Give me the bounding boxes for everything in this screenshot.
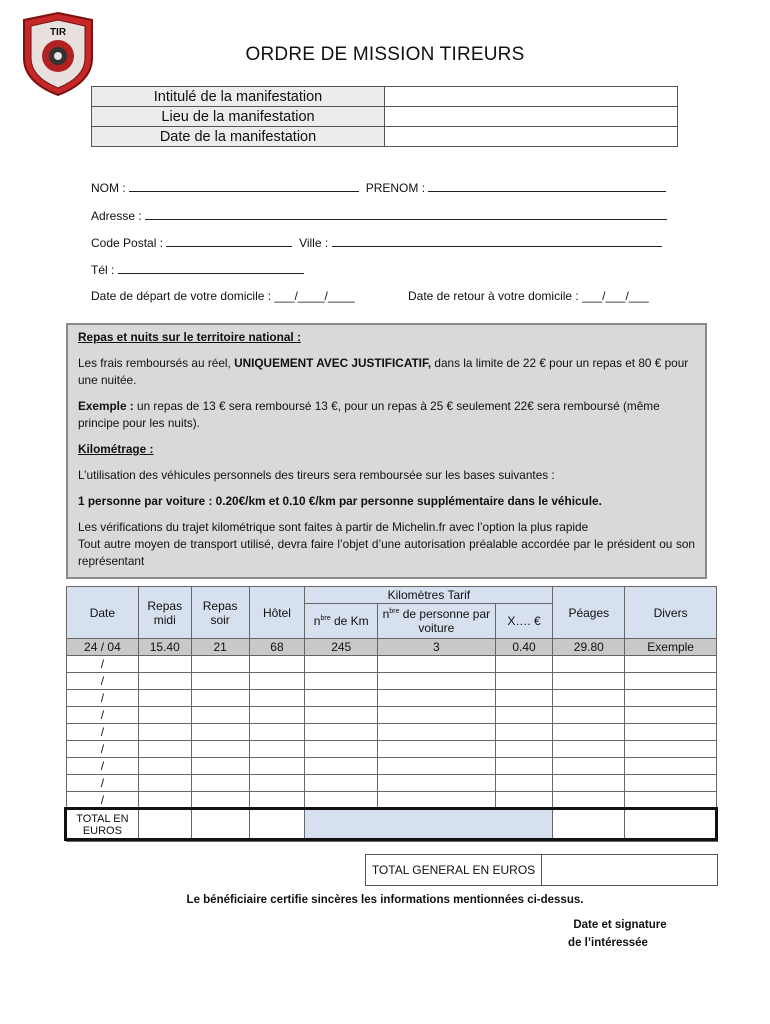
col-nbre-km: $n^{bre}$ de Km — [305, 604, 378, 639]
cp-ville-line — [91, 234, 662, 250]
expense-cell[interactable] — [191, 673, 249, 690]
expense-cell[interactable] — [138, 792, 191, 809]
expense-cell[interactable] — [378, 775, 496, 792]
code-postal-field[interactable] — [166, 234, 292, 247]
nom-prenom-line — [91, 179, 666, 195]
adresse-label: Adresse : — [91, 209, 142, 223]
expense-cell[interactable] — [625, 792, 717, 809]
expense-row — [67, 673, 718, 690]
meals-paragraph: Les frais remboursés au réel, UNIQUEMENT AVEC JUSTIFICATIF, dans la limite de 22 € pour un repas et 80 € pour une nuitée. — [78, 356, 689, 387]
adresse-line — [91, 207, 667, 223]
expense-date-cell[interactable]: / — [67, 758, 139, 775]
expense-cell[interactable] — [191, 656, 249, 673]
total-cell[interactable] — [249, 809, 305, 842]
expense-cell[interactable] — [495, 758, 553, 775]
expense-cell[interactable] — [625, 656, 717, 673]
expense-date-cell[interactable]: / — [67, 741, 139, 758]
expense-cell[interactable] — [378, 673, 496, 690]
col-peages: Péages — [553, 587, 625, 639]
example-cell: 68 — [249, 639, 305, 656]
expense-cell[interactable] — [305, 724, 378, 741]
example-cell: Exemple — [625, 639, 717, 656]
example-cell: 3 — [378, 639, 496, 656]
col-date: Date — [67, 587, 139, 639]
expense-cell[interactable] — [495, 775, 553, 792]
expense-row — [67, 656, 718, 673]
expense-cell[interactable] — [625, 707, 717, 724]
expense-cell[interactable] — [553, 707, 625, 724]
expense-cell[interactable] — [191, 741, 249, 758]
expense-cell[interactable] — [625, 724, 717, 741]
meals-heading: Repas et nuits sur le territoire national : — [78, 330, 301, 344]
expense-date-cell[interactable]: / — [67, 690, 139, 707]
expense-cell[interactable] — [378, 792, 496, 809]
signature-label: Date et signature — [573, 919, 667, 931]
expense-cell[interactable] — [553, 656, 625, 673]
ville-label: Ville : — [299, 236, 329, 250]
prenom-field[interactable] — [428, 179, 666, 192]
event-table — [91, 86, 678, 147]
expense-cell[interactable] — [495, 724, 553, 741]
prenom-label: PRENOM : — [365, 181, 426, 195]
expense-cell[interactable] — [138, 724, 191, 741]
col-repas-soir: Repas soir — [191, 587, 249, 639]
event-value-field[interactable] — [385, 107, 678, 127]
example-paragraph: Exemple : un repas de 13 € sera remboursé 13 €, pour un repas à 25 € seulement 22€ sera remboursé (même principe pour les nuits). — [78, 399, 660, 430]
code-postal-label: Code Postal : — [91, 236, 164, 250]
example-cell: 245 — [305, 639, 378, 656]
total-row — [67, 809, 718, 842]
expense-row — [67, 724, 718, 741]
expense-cell[interactable] — [138, 758, 191, 775]
total-cell[interactable] — [138, 809, 191, 842]
expense-cell[interactable] — [191, 758, 249, 775]
example-cell: 21 — [191, 639, 249, 656]
certification-text: Le bénéficiaire certifie sincères les informations mentionnées ci-dessus. — [186, 894, 584, 906]
expense-cell[interactable] — [249, 775, 305, 792]
expense-cell[interactable] — [378, 741, 496, 758]
expense-cell[interactable] — [249, 741, 305, 758]
expense-cell[interactable] — [191, 792, 249, 809]
expense-cell[interactable] — [138, 741, 191, 758]
expense-row — [67, 792, 718, 809]
expense-cell[interactable] — [249, 758, 305, 775]
depart-date-field[interactable]: ___/____/____ — [274, 289, 355, 303]
col-hotel: Hôtel — [249, 587, 305, 639]
event-label: Intitulé de la manifestation — [92, 87, 385, 107]
expense-cell[interactable] — [625, 741, 717, 758]
expense-cell[interactable] — [495, 792, 553, 809]
expense-cell[interactable] — [305, 690, 378, 707]
expense-cell[interactable] — [495, 707, 553, 724]
expense-cell[interactable] — [378, 758, 496, 775]
retour-label: Date de retour à votre domicile : — [408, 289, 579, 303]
expense-cell[interactable] — [378, 724, 496, 741]
col-nbre-personne: $n^{bre}$ de personne par voiture — [378, 604, 496, 639]
total-cell[interactable] — [625, 809, 717, 842]
expense-cell[interactable] — [249, 690, 305, 707]
expense-cell[interactable] — [138, 707, 191, 724]
expense-cell[interactable] — [138, 656, 191, 673]
grand-total-field[interactable] — [542, 855, 718, 886]
expense-cell[interactable] — [553, 673, 625, 690]
expense-cell[interactable] — [378, 707, 496, 724]
expense-cell[interactable] — [378, 656, 496, 673]
expense-cell[interactable] — [495, 741, 553, 758]
expense-cell[interactable] — [305, 758, 378, 775]
expense-cell[interactable] — [305, 775, 378, 792]
mileage-rate: 1 personne par voiture : 0.20€/km et 0.10 €/km par personne supplémentaire dans le véhicule. — [78, 494, 602, 508]
tel-field[interactable] — [118, 261, 304, 274]
adresse-field[interactable] — [145, 207, 667, 220]
retour-line — [408, 289, 649, 303]
expense-date-cell[interactable]: / — [67, 724, 139, 741]
expense-date-cell[interactable]: / — [67, 656, 139, 673]
transport-note: Tout autre moyen de transport utilisé, devra faire l’objet d’une autorisation préalable accordée par le président ou son représentant — [78, 537, 695, 568]
tel-label: Tél : — [91, 263, 115, 277]
expense-cell[interactable] — [138, 775, 191, 792]
expense-cell[interactable] — [249, 707, 305, 724]
expense-cell[interactable] — [305, 673, 378, 690]
depart-label: Date de départ de votre domicile : — [91, 289, 272, 303]
expense-table — [66, 586, 718, 842]
event-value-field[interactable] — [385, 87, 678, 107]
expense-date-cell[interactable]: / — [67, 792, 139, 809]
mileage-heading: Kilométrage : — [78, 442, 154, 456]
expense-cell[interactable] — [249, 724, 305, 741]
page-title: ORDRE DE MISSION TIREURS — [245, 44, 525, 65]
example-cell: 0.40 — [495, 639, 553, 656]
expense-cell[interactable] — [495, 656, 553, 673]
expense-cell[interactable] — [495, 690, 553, 707]
expense-cell[interactable] — [191, 707, 249, 724]
expense-row — [67, 690, 718, 707]
signature-label-2: de l’intéressée — [568, 937, 648, 949]
total-cell[interactable] — [717, 809, 718, 842]
col-repas-midi: Repas midi — [138, 587, 191, 639]
example-row — [67, 639, 718, 656]
expense-cell[interactable] — [625, 775, 717, 792]
event-label: Lieu de la manifestation — [92, 107, 385, 127]
event-value-field[interactable] — [385, 127, 678, 147]
expense-row — [67, 741, 718, 758]
expense-cell[interactable] — [138, 690, 191, 707]
expense-date-cell[interactable]: / — [67, 775, 139, 792]
expense-cell[interactable] — [249, 792, 305, 809]
total-label: TOTAL EN EUROS — [67, 809, 139, 842]
nom-label: NOM : — [91, 181, 126, 195]
example-cell: 29.80 — [553, 639, 625, 656]
example-cell: 24 / 04 — [67, 639, 139, 656]
nom-field[interactable] — [129, 179, 359, 192]
expense-cell[interactable] — [553, 690, 625, 707]
expense-date-cell[interactable]: / — [67, 707, 139, 724]
expense-cell[interactable] — [191, 690, 249, 707]
expense-cell[interactable] — [625, 690, 717, 707]
event-row — [92, 87, 678, 107]
example-cell: 15.40 — [138, 639, 191, 656]
grand-total-table — [365, 854, 718, 886]
rules-box — [66, 323, 707, 579]
expense-cell[interactable] — [305, 707, 378, 724]
event-row — [92, 127, 678, 147]
expense-cell[interactable] — [495, 673, 553, 690]
expense-cell[interactable] — [305, 741, 378, 758]
expense-cell[interactable] — [553, 741, 625, 758]
expense-cell[interactable] — [625, 758, 717, 775]
expense-row — [67, 707, 718, 724]
event-label: Date de la manifestation — [92, 127, 385, 147]
total-cell[interactable] — [191, 809, 249, 842]
ville-field[interactable] — [332, 234, 662, 247]
col-tarif: X…. € — [495, 604, 553, 639]
tel-line — [91, 261, 304, 277]
verification-note: Les vérifications du trajet kilométrique sont faites à partir de Michelin.fr avec l’option la plus rapide — [78, 520, 589, 534]
expense-cell[interactable] — [553, 724, 625, 741]
depart-line — [91, 289, 355, 303]
mileage-paragraph: L’utilisation des véhicules personnels des tireurs sera remboursée sur les bases suivantes : — [78, 468, 555, 482]
logo-text: TIR — [49, 27, 67, 38]
expense-cell[interactable] — [191, 724, 249, 741]
expense-cell[interactable] — [138, 673, 191, 690]
expense-row — [67, 775, 718, 792]
expense-row — [67, 758, 718, 775]
expense-cell[interactable] — [191, 775, 249, 792]
grand-total-label: TOTAL GENERAL EN EUROS — [366, 855, 542, 886]
retour-date-field[interactable]: ___/___/___ — [582, 289, 649, 303]
col-divers: Divers — [625, 587, 717, 639]
expense-cell[interactable] — [625, 673, 717, 690]
expense-cell[interactable] — [249, 656, 305, 673]
expense-cell[interactable] — [249, 673, 305, 690]
expense-cell[interactable] — [305, 656, 378, 673]
expense-date-cell[interactable]: / — [67, 673, 139, 690]
expense-cell[interactable] — [553, 775, 625, 792]
expense-cell[interactable] — [378, 690, 496, 707]
expense-cell[interactable] — [553, 758, 625, 775]
total-cell[interactable] — [553, 809, 625, 842]
col-km-group: Kilomètres Tarif — [305, 587, 553, 604]
event-row — [92, 107, 678, 127]
total-km-cell[interactable] — [305, 809, 553, 842]
expense-cell[interactable] — [553, 792, 625, 809]
expense-cell[interactable] — [305, 792, 378, 809]
